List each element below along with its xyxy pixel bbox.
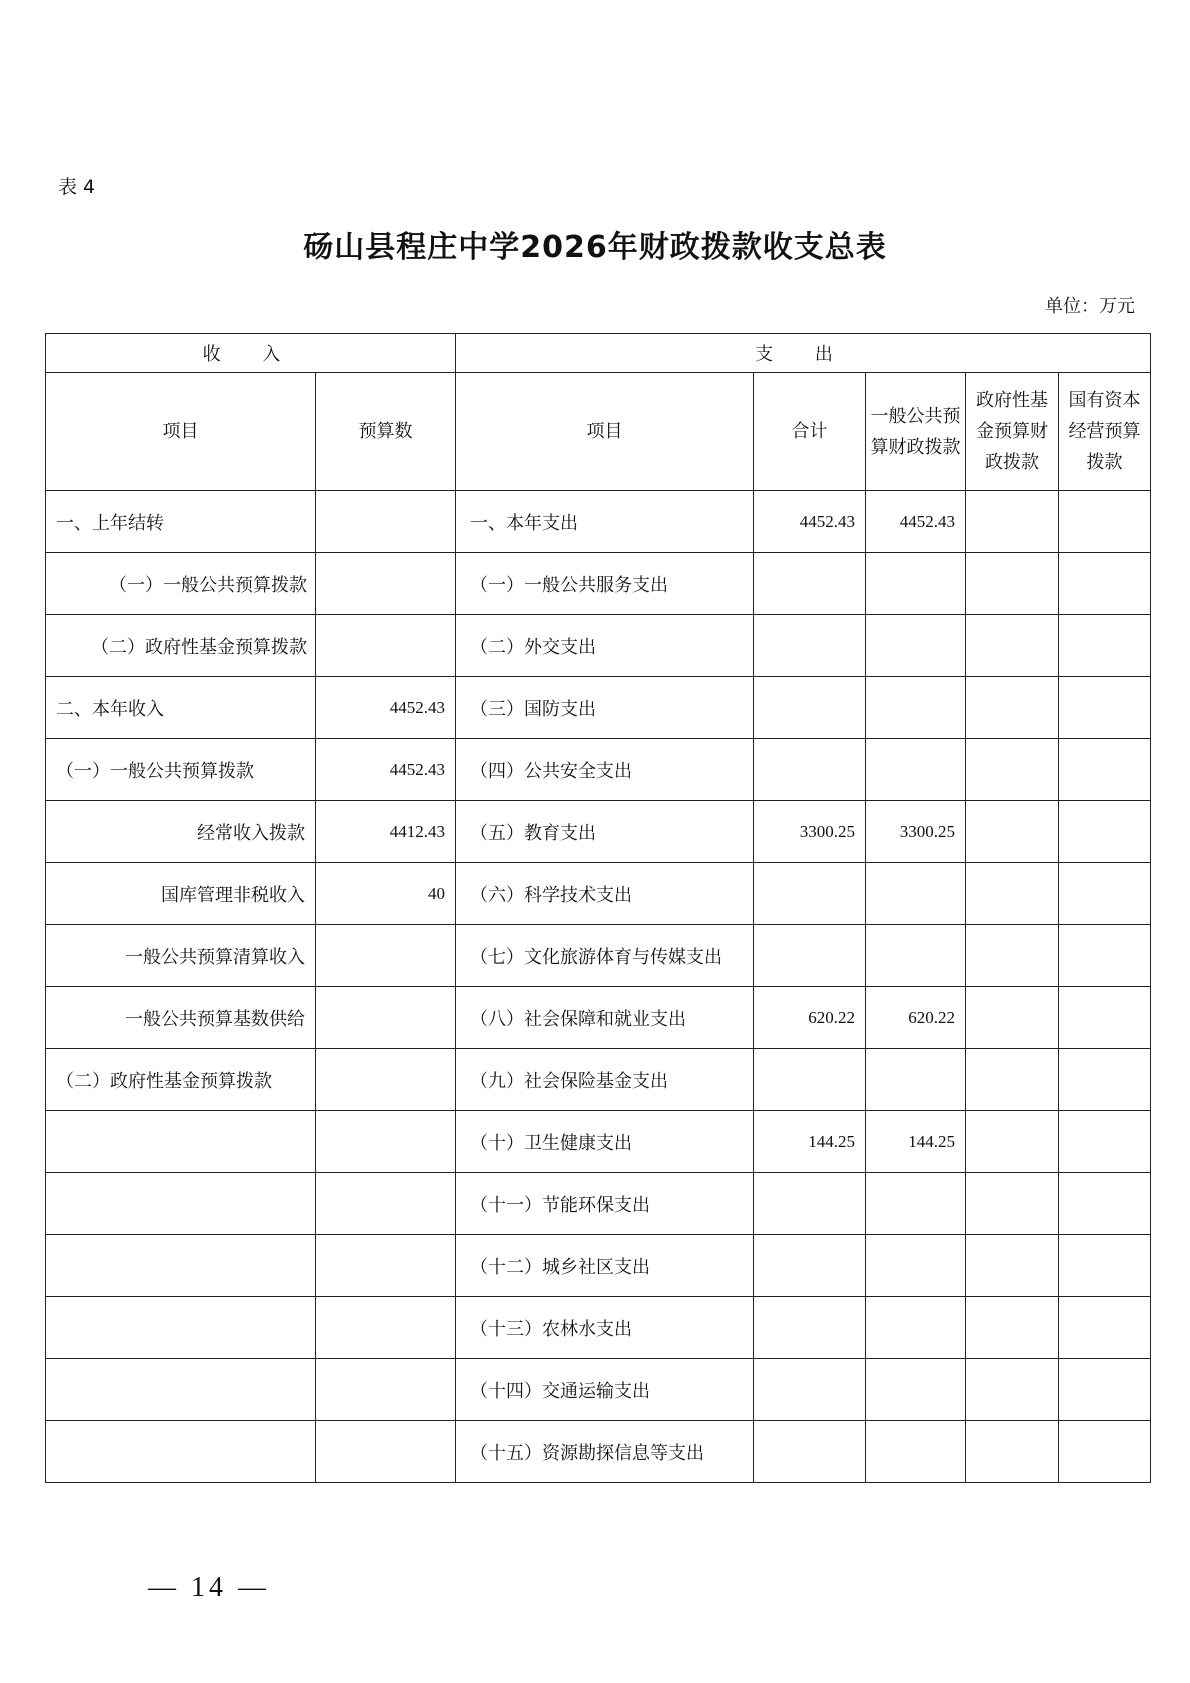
income-item-cell: 二、本年收入 [46,677,316,739]
expense-capital-cell [1059,987,1151,1049]
expense-capital-cell [1059,925,1151,987]
expense-total-cell [754,1359,866,1421]
expense-capital-cell [1059,1111,1151,1173]
expense-general-cell [866,739,966,801]
expense-capital-cell [1059,1359,1151,1421]
expense-general-cell [866,677,966,739]
income-item-cell [46,1235,316,1297]
income-item-cell: （一）一般公共预算拨款 [46,553,316,615]
table-row [46,1359,1151,1421]
expense-fund-cell [966,615,1059,677]
income-budget-cell [316,1235,456,1297]
expense-capital-cell [1059,1297,1151,1359]
income-item-cell: （一）一般公共预算拨款 [46,739,316,801]
income-item-cell [46,1297,316,1359]
expense-general-cell: 144.25 [866,1111,966,1173]
expense-item-cell: （七）文化旅游体育与传媒支出 [456,925,754,987]
income-budget-cell [316,1111,456,1173]
income-group-header: 收 入 [46,334,456,373]
income-budget-cell: 4452.43 [316,739,456,801]
income-budget-cell [316,615,456,677]
expense-capital-header: 国有资本经营预算拨款 [1059,373,1151,491]
expense-general-cell: 620.22 [866,987,966,1049]
table-row [46,553,1151,615]
expense-item-cell: （十一）节能环保支出 [456,1173,754,1235]
expense-total-cell [754,1421,866,1483]
table-row [46,1049,1151,1111]
table-row [46,1173,1151,1235]
expense-capital-cell [1059,1235,1151,1297]
table-row [46,987,1151,1049]
expense-fund-cell [966,1111,1059,1173]
income-item-cell [46,1173,316,1235]
expense-group-header: 支 出 [456,334,1151,373]
expense-item-cell: （五）教育支出 [456,801,754,863]
income-budget-cell: 4452.43 [316,677,456,739]
expense-total-cell [754,739,866,801]
expense-general-cell [866,553,966,615]
expense-item-cell: （四）公共安全支出 [456,739,754,801]
expense-fund-cell [966,925,1059,987]
expense-total-cell [754,1173,866,1235]
expense-item-header: 项目 [456,373,754,491]
expense-fund-cell [966,491,1059,553]
expense-total-cell [754,1297,866,1359]
table-row [46,925,1151,987]
expense-general-header: 一般公共预算财政拨款 [866,373,966,491]
expense-fund-cell [966,1235,1059,1297]
expense-item-cell: （三）国防支出 [456,677,754,739]
income-budget-cell [316,491,456,553]
income-item-header: 项目 [46,373,316,491]
table-row [46,677,1151,739]
header-column-row [46,373,1151,491]
income-budget-cell [316,987,456,1049]
income-item-cell: 一般公共预算清算收入 [46,925,316,987]
income-item-cell: 一、上年结转 [46,491,316,553]
table-row [46,1297,1151,1359]
expense-total-cell [754,1049,866,1111]
expense-fund-cell [966,553,1059,615]
table-row [46,1111,1151,1173]
table-row [46,739,1151,801]
page-title: 砀山县程庄中学2026年财政拨款收支总表 [303,230,887,265]
expense-item-cell: （六）科学技术支出 [456,863,754,925]
expense-total-cell [754,1235,866,1297]
expense-capital-cell [1059,1049,1151,1111]
expense-fund-cell [966,801,1059,863]
expense-capital-cell [1059,491,1151,553]
expense-capital-cell [1059,739,1151,801]
income-budget-cell [316,553,456,615]
expense-general-cell [866,1235,966,1297]
income-item-cell [46,1111,316,1173]
income-item-cell: 一般公共预算基数供给 [46,987,316,1049]
expense-fund-cell [966,739,1059,801]
expense-capital-cell [1059,863,1151,925]
income-budget-cell: 4412.43 [316,801,456,863]
expense-fund-cell [966,677,1059,739]
income-item-cell [46,1359,316,1421]
expense-general-cell [866,1421,966,1483]
income-item-cell: 经常收入拨款 [46,801,316,863]
expense-capital-cell [1059,553,1151,615]
table-row [46,491,1151,553]
income-budget-cell [316,1297,456,1359]
income-budget-cell [316,1173,456,1235]
income-item-cell: 国库管理非税收入 [46,863,316,925]
table-number-label: 表 4 [58,176,96,198]
table-row [46,615,1151,677]
expense-capital-cell [1059,615,1151,677]
expense-fund-cell [966,1359,1059,1421]
expense-fund-cell [966,1421,1059,1483]
expense-item-cell: 一、本年支出 [456,491,754,553]
income-budget-cell [316,925,456,987]
expense-fund-cell [966,1049,1059,1111]
income-item-cell: （二）政府性基金预算拨款 [46,615,316,677]
income-item-cell [46,1421,316,1483]
expense-item-cell: （一）一般公共服务支出 [456,553,754,615]
finance-summary-table [45,333,1151,1483]
expense-item-cell: （十二）城乡社区支出 [456,1235,754,1297]
expense-item-cell: （十）卫生健康支出 [456,1111,754,1173]
table-row [46,1421,1151,1483]
expense-total-cell: 144.25 [754,1111,866,1173]
expense-general-cell: 4452.43 [866,491,966,553]
expense-capital-cell [1059,677,1151,739]
expense-general-cell [866,1297,966,1359]
expense-item-cell: （二）外交支出 [456,615,754,677]
expense-capital-cell [1059,1421,1151,1483]
expense-total-cell [754,615,866,677]
table-row [46,863,1151,925]
expense-general-cell [866,925,966,987]
expense-item-cell: （十三）农林水支出 [456,1297,754,1359]
expense-general-cell [866,1049,966,1111]
income-budget-header: 预算数 [316,373,456,491]
unit-label: 单位：万元 [1045,296,1135,317]
expense-total-cell: 620.22 [754,987,866,1049]
expense-fund-cell [966,987,1059,1049]
income-budget-cell [316,1049,456,1111]
expense-general-cell: 3300.25 [866,801,966,863]
header-group-row [46,334,1151,373]
income-budget-cell: 40 [316,863,456,925]
expense-total-cell [754,677,866,739]
expense-item-cell: （十五）资源勘探信息等支出 [456,1421,754,1483]
table-row [46,1235,1151,1297]
expense-item-cell: （八）社会保障和就业支出 [456,987,754,1049]
expense-capital-cell [1059,801,1151,863]
expense-capital-cell [1059,1173,1151,1235]
expense-item-cell: （九）社会保险基金支出 [456,1049,754,1111]
table-row [46,801,1151,863]
expense-total-cell [754,553,866,615]
expense-total-cell: 4452.43 [754,491,866,553]
page-number: — 14 — [148,1572,270,1603]
expense-general-cell [866,1173,966,1235]
expense-total-cell [754,925,866,987]
expense-fund-cell [966,1297,1059,1359]
expense-general-cell [866,615,966,677]
expense-total-header: 合计 [754,373,866,491]
expense-general-cell [866,1359,966,1421]
expense-total-cell [754,863,866,925]
income-item-cell: （二）政府性基金预算拨款 [46,1049,316,1111]
expense-fund-cell [966,1173,1059,1235]
expense-total-cell: 3300.25 [754,801,866,863]
income-budget-cell [316,1421,456,1483]
expense-fund-cell [966,863,1059,925]
expense-general-cell [866,863,966,925]
expense-fund-header: 政府性基金预算财政拨款 [966,373,1059,491]
expense-item-cell: （十四）交通运输支出 [456,1359,754,1421]
income-budget-cell [316,1359,456,1421]
